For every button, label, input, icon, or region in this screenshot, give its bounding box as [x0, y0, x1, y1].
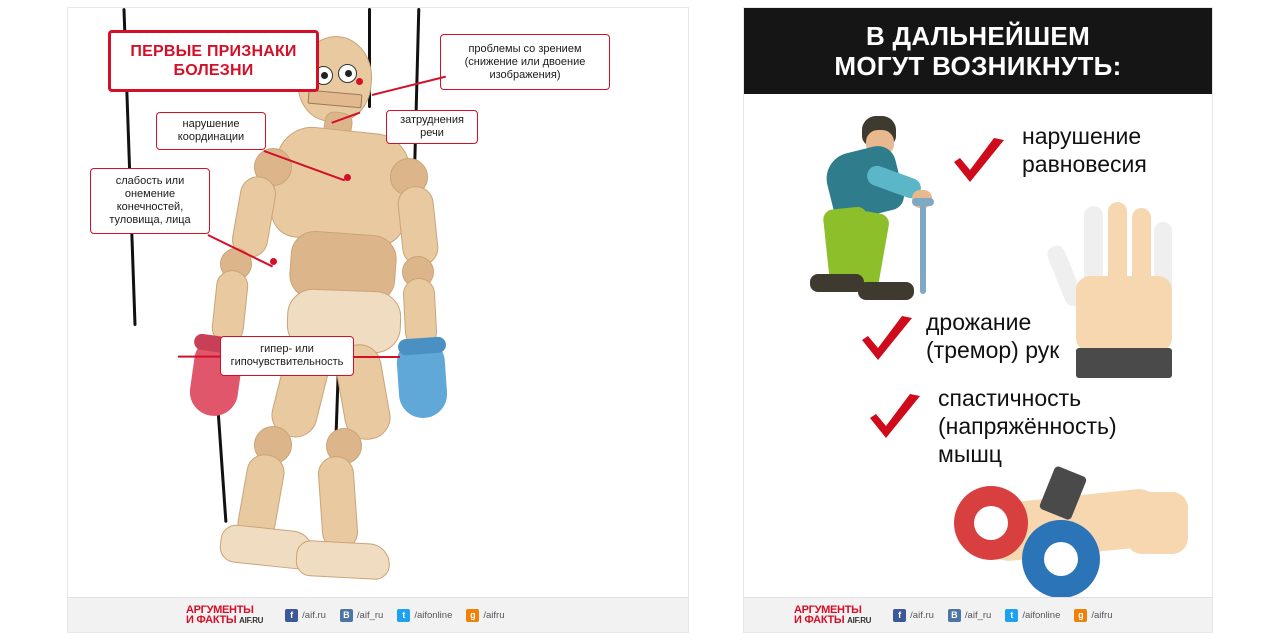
aif-logo-left: [186, 605, 263, 626]
callout-vision-text: проблемы со зрением (снижение или двоение изображения): [464, 42, 586, 81]
left-panel: [68, 8, 688, 632]
callout-weakness-text: слабость или онемение конечностей, туловища, лица: [109, 175, 191, 226]
right-social-links: [893, 609, 1112, 622]
mannequin-illustration: [68, 8, 688, 598]
leader-sensitivity-left: [178, 356, 220, 358]
callout-coordination-text: нарушение координации: [177, 118, 245, 143]
right-title-banner: [744, 8, 1212, 94]
twitter-handle: /aifonline: [1022, 609, 1061, 621]
odnoklassniki-handle: /aifru: [1091, 609, 1113, 621]
odnoklassniki-icon: g: [466, 609, 479, 622]
social-odnoklassniki-left[interactable]: [466, 609, 504, 622]
mannequin-forearm-left: [210, 269, 250, 346]
left-title-text: ПЕРВЫЕ ПРИЗНАКИ БОЛЕЗНИ: [130, 43, 297, 79]
aif-logo-right: [794, 605, 871, 626]
callout-speech-text: затруднения речи: [400, 114, 464, 139]
callout-weakness: [90, 168, 210, 234]
right-footer: [744, 597, 1212, 632]
social-vk-left[interactable]: [340, 609, 383, 622]
mannequin-shin-right: [317, 455, 359, 551]
twitter-icon: t: [1005, 609, 1018, 622]
item-balance-text: нарушение равновесия: [1022, 123, 1147, 177]
left-footer: [68, 597, 688, 632]
dot-coordination: [344, 174, 351, 181]
check-icon-tremor: [858, 316, 916, 368]
right-title-line2: МОГУТ ВОЗНИКНУТЬ:: [834, 51, 1122, 81]
leader-sensitivity-right: [354, 356, 400, 358]
right-panel: [744, 8, 1212, 632]
odnoklassniki-handle: /aifru: [483, 609, 505, 621]
vk-handle: /aif_ru: [964, 609, 992, 621]
odnoklassniki-icon: g: [1074, 609, 1087, 622]
aif-logo-line2: И ФАКТЫ: [186, 613, 237, 626]
social-twitter-left[interactable]: [397, 609, 452, 622]
facebook-icon: f: [893, 609, 906, 622]
left-title-box: [108, 30, 319, 92]
callout-sensitivity: [220, 336, 354, 376]
social-twitter-right[interactable]: [1005, 609, 1060, 622]
social-vk-right[interactable]: [948, 609, 991, 622]
aif-logo-line1-right: АРГУМЕНТЫ: [794, 603, 862, 616]
aif-logo-domain-right: AIF.RU: [847, 615, 872, 625]
social-odnoklassniki-right[interactable]: [1074, 609, 1112, 622]
hand-icon: [1050, 202, 1190, 402]
check-icon-balance: [950, 138, 1008, 190]
social-facebook-right[interactable]: [893, 609, 934, 622]
dot-weakness: [270, 258, 277, 265]
facebook-handle: /aif.ru: [302, 609, 326, 621]
callout-coordination: [156, 112, 266, 150]
check-icon-spasticity: [866, 394, 924, 446]
mitten-blue-cuff: [398, 336, 447, 355]
callout-speech: [386, 110, 478, 144]
vk-icon: B: [948, 609, 961, 622]
callout-vision: [440, 34, 610, 90]
left-social-links: [285, 609, 504, 622]
aif-logo-line2-right: И ФАКТЫ: [794, 613, 845, 626]
mannequin-foot-right: [295, 540, 391, 581]
callout-sensitivity-text: гипер- или гипочувствительность: [230, 343, 344, 368]
mannequin-eye-right-pupil: [345, 70, 352, 77]
mannequin-eye-left-pupil: [321, 72, 328, 79]
aif-logo-line1: АРГУМЕНТЫ: [186, 603, 254, 616]
vk-handle: /aif_ru: [356, 609, 384, 621]
item-tremor-text: дрожание (тремор) рук: [926, 309, 1060, 363]
social-facebook-left[interactable]: [285, 609, 326, 622]
twitter-handle: /aifonline: [414, 609, 453, 621]
item-spasticity-text: спастичность (напряжённость) мышц: [938, 385, 1117, 467]
right-items: [744, 94, 1212, 598]
facebook-handle: /aif.ru: [910, 609, 934, 621]
twitter-icon: t: [397, 609, 410, 622]
leader-vision: [372, 76, 446, 96]
dot-vision: [356, 78, 363, 85]
vk-icon: B: [340, 609, 353, 622]
right-title-line1: В ДАЛЬНЕЙШЕМ: [865, 21, 1091, 51]
aif-logo-domain: AIF.RU: [239, 615, 264, 625]
walking-man-with-cane-icon: [804, 116, 944, 316]
facebook-icon: f: [285, 609, 298, 622]
